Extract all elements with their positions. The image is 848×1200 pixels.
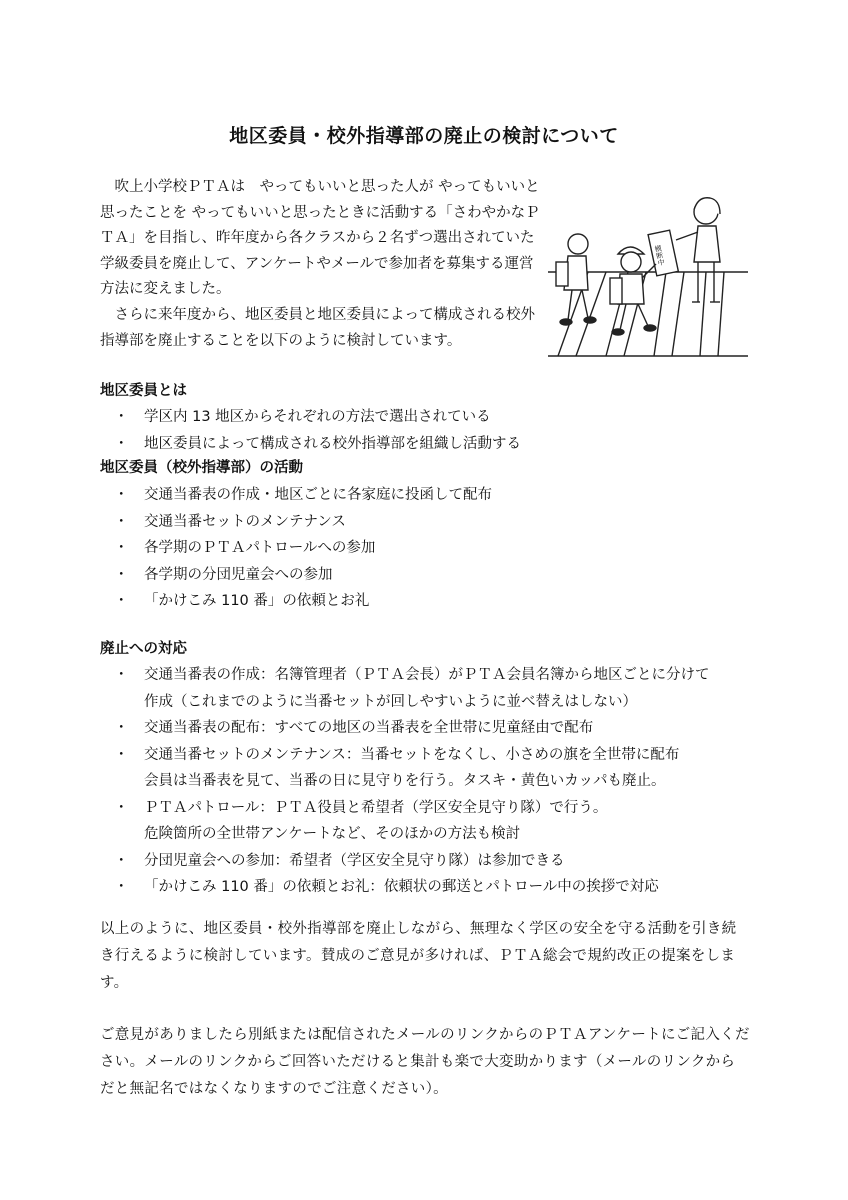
list-item-line: ・ 交通当番セットのメンテナンス：当番セットをなくし、小さめの旗を全世帯に配布	[144, 746, 680, 763]
list-item: ・ 交通当番セットのメンテナンス	[100, 509, 770, 536]
list-item: ・ 学区内 13 地区からそれぞれの方法で選出されている	[100, 404, 770, 431]
list-item	[100, 715, 770, 742]
list-item	[100, 742, 770, 795]
list-item-line: 会員は当番表を見て、当番の日に見守りを行う。タスキ・黄色いカッパも廃止。	[144, 773, 666, 789]
closing-paragraph-1: 以上のように、地区委員・校外指導部を廃止しながら、無理なく学区の安全を守る活動を引き続き行えるように検討しています。賛成のご意見が多ければ、ＰＴＡ総会で規約改正の提案をします。	[100, 921, 737, 991]
list-item	[100, 795, 770, 848]
list-item-line: ・ ＰＴＡパトロール：ＰＴＡ役員と希望者（学区安全見守り隊）で行う。	[144, 799, 608, 816]
district-members-list	[100, 404, 770, 457]
list-item-line: 作成（これまでのように当番セットが回しやすいように並べ替えはしない）	[144, 693, 637, 710]
list-item: ・ 交通当番表の作成・地区ごとに各家庭に投函して配布	[100, 482, 770, 509]
section-heading-activities: 地区委員（校外指導部）の活動	[100, 460, 303, 476]
list-item: ・ 各学期の分団児童会への参加	[100, 562, 770, 589]
list-item-line: ・ 分団児童会への参加：希望者（学区安全見守り隊）は参加できる	[144, 852, 565, 869]
section-heading-response: 廃止への対応	[100, 641, 187, 657]
flag-text: 横断中	[653, 244, 666, 267]
page-title: 地区委員・校外指導部の廃止の検討について	[229, 125, 619, 147]
list-item-line: ・ 交通当番表の配布：すべての地区の当番表を全世帯に児童経由で配布	[144, 720, 594, 736]
response-list	[100, 662, 770, 901]
list-item: ・ 「かけこみ 110 番」の依頼とお礼	[100, 588, 770, 615]
list-item-line: ・ 交通当番表の作成：名簿管理者（ＰＴＡ会長）がＰＴＡ会員名簿から地区ごとに分けて	[144, 667, 710, 683]
list-item-line: 危険箇所の全世帯アンケートなど、そのほかの方法も検討	[144, 826, 521, 842]
list-item: ・ 地区委員によって構成される校外指導部を組織し活動する	[100, 431, 770, 458]
list-item	[100, 848, 770, 875]
intro-text	[100, 175, 540, 354]
list-item	[100, 662, 770, 715]
list-item-line: ・ 「かけこみ 110 番」の依頼とお礼：依頼状の郵送とパトロール中の挨拶で対応	[144, 879, 659, 895]
intro-paragraph-1: 吹上小学校ＰＴＡは やってもいいと思った人が やってもいいと思ったことを やってもいいと思ったときに活動する「さわやかなＰＴＡ」を目指し、昨年度から各クラスから２名ずつ選出されていた学級委員を廃止して、アンケートやメールで参加者を募集する運営方法に変えました。	[100, 179, 540, 298]
intro-paragraph-2: さらに来年度から、地区委員と地区委員によって構成される校外指導部を廃止することを以下のように検討しています。	[100, 306, 535, 349]
closing-paragraph-2: ご意見がありましたら別紙または配信されたメールのリンクからのＰＴＡアンケートにご記入ください。メールのリンクからご回答いただけると集計も楽で大変助かります（メールのリンクからだと無記名ではなくなりますのでご注意ください）。	[100, 1027, 750, 1097]
crosswalk-illustration	[548, 192, 748, 360]
section-heading-district-members: 地区委員とは	[100, 383, 187, 399]
activities-list	[100, 482, 770, 615]
list-item: ・ 各学期のＰＴＡパトロールへの参加	[100, 535, 770, 562]
list-item	[100, 874, 770, 901]
